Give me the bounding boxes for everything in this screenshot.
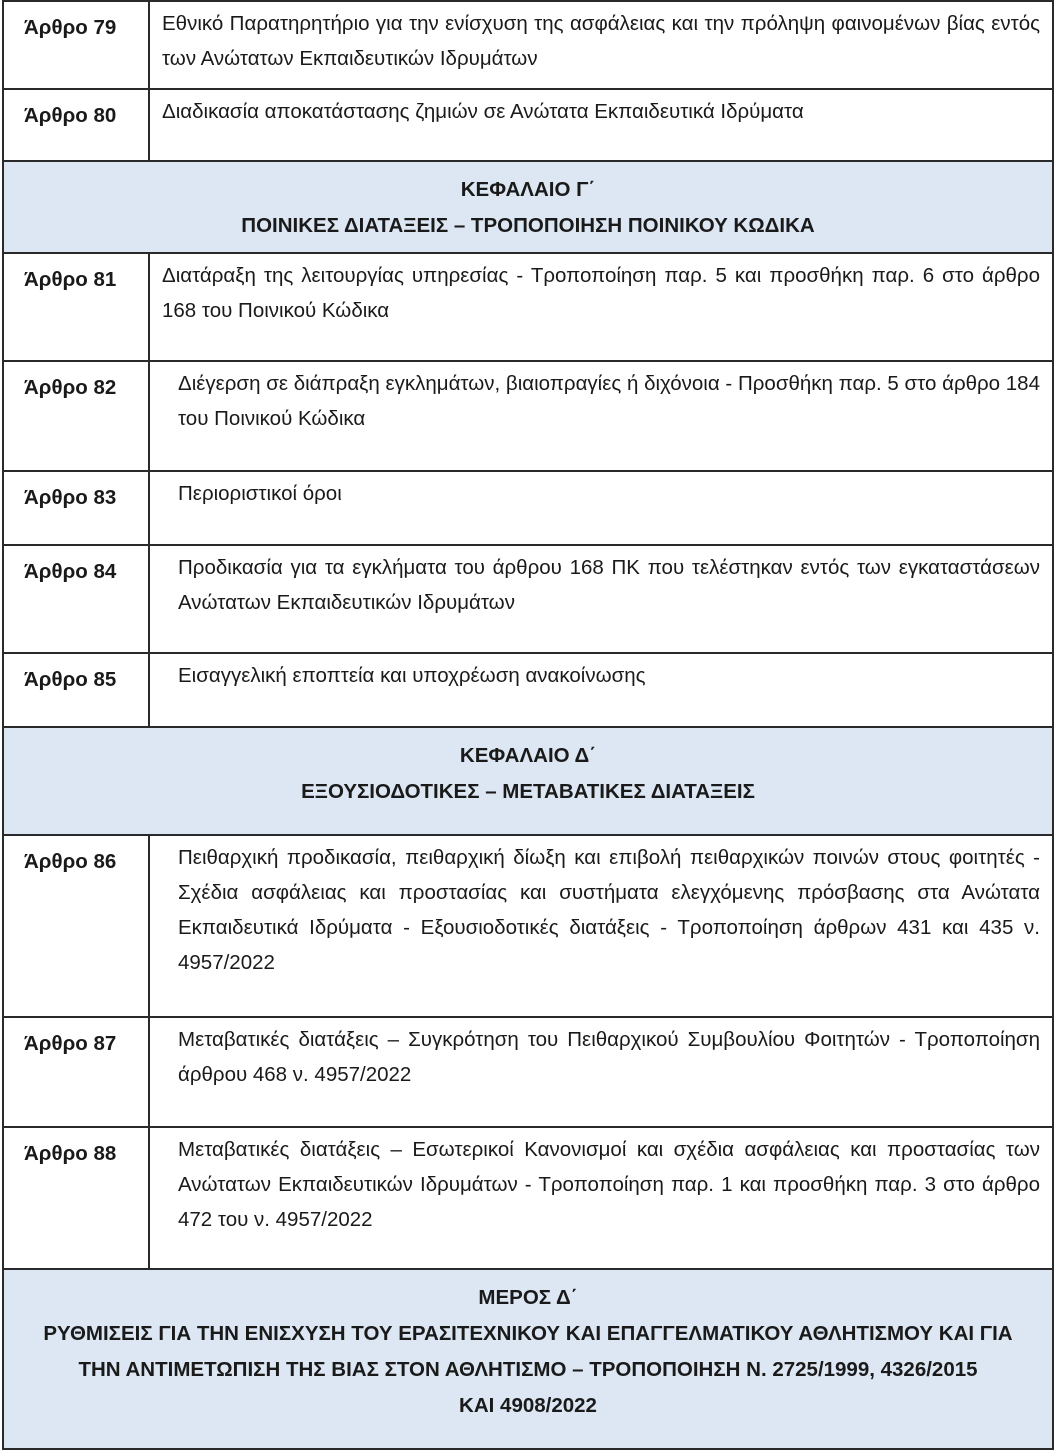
- article-title: Διατάραξη της λειτουργίας υπηρεσίας - Τροποποίηση παρ. 5 και προσθήκη παρ. 6 στο άρθρο 168 του Ποινικού Κώδικα: [149, 253, 1053, 361]
- table-row: [3, 1127, 1053, 1269]
- article-title: Πειθαρχική προδικασία, πειθαρχική δίωξη και επιβολή πειθαρχικών ποινών στους φοιτητές - Σχέδια ασφάλειας και προστασίας και συστήματα ελεγχόμενης πρόσβασης στα Ανώτατα Εκπαιδευτικά Ιδρύματα - Εξουσιοδοτικές διατάξεις - Τροποποίηση άρθρων 431 και 435 ν. 4957/2022: [149, 835, 1053, 1017]
- article-number: Άρθρο 85: [3, 653, 149, 727]
- table-row: [3, 545, 1053, 653]
- article-title: Μεταβατικές διατάξεις – Εσωτερικοί Κανονισμοί και σχέδια ασφάλειας και προστασίας των Ανώτατων Εκπαιδευτικών Ιδρυμάτων - Τροποποίηση παρ. 1 και προσθήκη παρ. 3 στο άρθρο 472 του ν. 4957/2022: [149, 1127, 1053, 1269]
- article-number: Άρθρο 81: [3, 253, 149, 361]
- table-row: [3, 1, 1053, 89]
- table-row: [3, 361, 1053, 471]
- article-number: Άρθρο 80: [3, 89, 149, 161]
- table-row: [3, 471, 1053, 545]
- part-label: ΜΕΡΟΣ Δ΄: [478, 1286, 578, 1309]
- article-title: Εθνικό Παρατηρητήριο για την ενίσχυση της ασφάλειας και την πρόληψη φαινομένων βίας εντός των Ανώτατων Εκπαιδευτικών Ιδρυμάτων: [149, 1, 1053, 89]
- chapter-heading: [3, 727, 1053, 835]
- part-title-line: ΤΗΝ ΑΝΤΙΜΕΤΩΠΙΣΗ ΤΗΣ ΒΙΑΣ ΣΤΟΝ ΑΘΛΗΤΙΣΜΟ – ΤΡΟΠΟΠΟΙΗΣΗ Ν. 2725/1999, 4326/2015: [78, 1358, 978, 1381]
- article-title: Προδικασία για τα εγκλήματα του άρθρου 168 ΠΚ που τελέστηκαν εντός των εγκαταστάσεων Ανώτατων Εκπαιδευτικών Ιδρυμάτων: [149, 545, 1053, 653]
- chapter-label: ΚΕΦΑΛΑΙΟ Γ΄: [460, 178, 596, 201]
- chapter-label: ΚΕΦΑΛΑΙΟ Δ΄: [459, 744, 597, 767]
- chapter-title: ΕΞΟΥΣΙΟΔΟΤΙΚΕΣ – ΜΕΤΑΒΑΤΙΚΕΣ ΔΙΑΤΑΞΕΙΣ: [301, 780, 755, 803]
- table-row: [3, 653, 1053, 727]
- article-title: Εισαγγελική εποπτεία και υποχρέωση ανακοίνωσης: [149, 653, 1053, 727]
- part-heading: [3, 1269, 1053, 1449]
- chapter-heading-row: [3, 727, 1053, 835]
- chapter-heading-row: [3, 161, 1053, 253]
- chapter-heading: [3, 161, 1053, 253]
- table-row: [3, 835, 1053, 1017]
- article-number: Άρθρο 82: [3, 361, 149, 471]
- chapter-title: ΠΟΙΝΙΚΕΣ ΔΙΑΤΑΞΕΙΣ – ΤΡΟΠΟΠΟΙΗΣΗ ΠΟΙΝΙΚΟΥ ΚΩΔΙΚΑ: [241, 214, 815, 237]
- article-number: Άρθρο 84: [3, 545, 149, 653]
- part-title-line: ΡΥΘΜΙΣΕΙΣ ΓΙΑ ΤΗΝ ΕΝΙΣΧΥΣΗ ΤΟΥ ΕΡΑΣΙΤΕΧΝΙΚΟΥ ΚΑΙ ΕΠΑΓΓΕΛΜΑΤΙΚΟΥ ΑΘΛΗΤΙΣΜΟΥ ΚΑΙ ΓΙΑ: [43, 1322, 1013, 1345]
- article-number: Άρθρο 79: [3, 1, 149, 89]
- article-number: Άρθρο 86: [3, 835, 149, 1017]
- article-number: Άρθρο 88: [3, 1127, 149, 1269]
- table-row: [3, 253, 1053, 361]
- table-of-contents: [2, 0, 1054, 1450]
- article-number: Άρθρο 87: [3, 1017, 149, 1127]
- table-row: [3, 1017, 1053, 1127]
- part-heading-row: [3, 1269, 1053, 1449]
- article-title: Μεταβατικές διατάξεις – Συγκρότηση του Πειθαρχικού Συμβουλίου Φοιτητών - Τροποποίηση άρθρου 468 ν. 4957/2022: [149, 1017, 1053, 1127]
- article-title: Περιοριστικοί όροι: [149, 471, 1053, 545]
- table-row: [3, 89, 1053, 161]
- article-number: Άρθρο 83: [3, 471, 149, 545]
- part-title-line: ΚΑΙ 4908/2022: [459, 1394, 597, 1417]
- article-title: Διαδικασία αποκατάστασης ζημιών σε Ανώτατα Εκπαιδευτικά Ιδρύματα: [149, 89, 1053, 161]
- article-title: Διέγερση σε διάπραξη εγκλημάτων, βιαιοπραγίες ή διχόνοια - Προσθήκη παρ. 5 στο άρθρο 184 του Ποινικού Κώδικα: [149, 361, 1053, 471]
